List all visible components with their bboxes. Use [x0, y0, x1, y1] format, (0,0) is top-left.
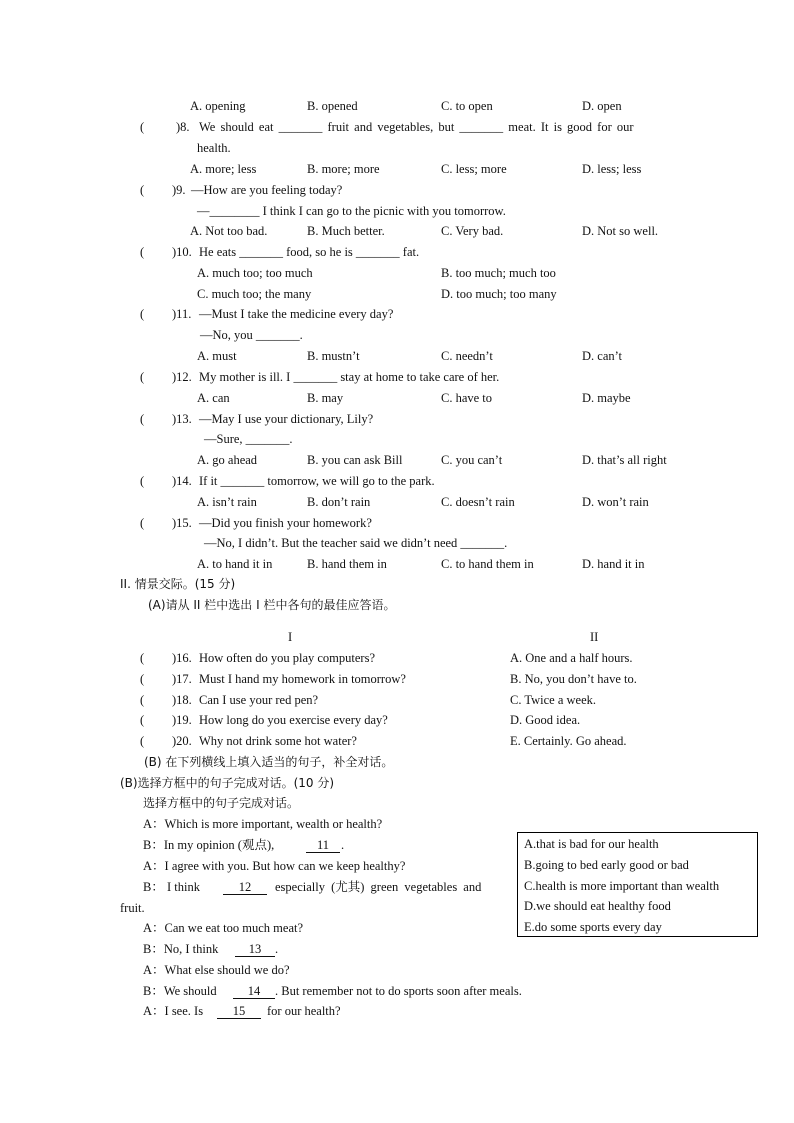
- q13-option-b: B. you can ask Bill: [307, 453, 403, 467]
- q9-option-b: B. Much better.: [307, 224, 385, 238]
- q9-stem-cont: —________ I think I can go to the picnic with you tomorrow.: [197, 204, 506, 218]
- q7-option-c: C. to open: [441, 99, 493, 113]
- dialog-line-5: A：Can we eat too much meat?: [143, 921, 304, 935]
- q11-option-c: C. needn’t: [441, 349, 493, 363]
- q14-answer-paren: (: [140, 474, 145, 488]
- q18-answer-paren: (: [140, 693, 145, 707]
- q14-option-a: A. isn’t rain: [197, 495, 257, 509]
- dialog-line-2-start: B：In my opinion (观点),: [143, 838, 275, 852]
- dialog-line-6-end: .: [275, 942, 279, 956]
- q11-stem-cont: —No, you _______.: [200, 328, 303, 342]
- dialog-line-2-end: .: [341, 838, 345, 852]
- blank-15[interactable]: 15: [217, 1004, 261, 1019]
- q11-number: )11.: [172, 307, 192, 321]
- q7-option-d: D. open: [582, 99, 622, 113]
- q16-answer-paren: (: [140, 651, 145, 665]
- q9-number: )9.: [172, 183, 186, 197]
- q17-number: )17.: [172, 672, 192, 686]
- q13-option-a: A. go ahead: [197, 453, 258, 467]
- q20-answer-paren: (: [140, 734, 145, 748]
- section-2-title: II. 情景交际。(15 分): [120, 577, 236, 591]
- section-2-part-a-instruction: (A)请从 II 栏中选出 I 栏中各句的最佳应答语。: [148, 598, 396, 612]
- q15-option-c: C. to hand them in: [441, 557, 534, 571]
- q8-stem: We should eat _______ fruit and vegetables, but _______ meat. It is good for our: [199, 120, 634, 134]
- q13-stem: —May I use your dictionary, Lily?: [199, 412, 374, 426]
- q10-answer-paren: (: [140, 245, 145, 259]
- q11-answer-paren: (: [140, 307, 145, 321]
- q9-option-c: C. Very bad.: [441, 224, 504, 238]
- q17-stem: Must I hand my homework in tomorrow?: [199, 672, 406, 686]
- q12-answer-paren: (: [140, 370, 145, 384]
- answer-b: B. No, you don’t have to.: [510, 672, 637, 686]
- part-b-note: (B) 在下列横线上填入适当的句子，补全对话。: [144, 755, 394, 769]
- q18-number: )18.: [172, 693, 192, 707]
- q12-option-b: B. may: [307, 391, 344, 405]
- q8-option-d: D. less; less: [582, 162, 642, 176]
- q18-stem: Can I use your red pen?: [199, 693, 319, 707]
- q8-option-a: A. more; less: [190, 162, 257, 176]
- q14-option-c: C. doesn’t rain: [441, 495, 515, 509]
- q11-stem: —Must I take the medicine every day?: [199, 307, 394, 321]
- answer-e: E. Certainly. Go ahead.: [510, 734, 627, 748]
- dialog-line-6-start: B：No, I think: [143, 942, 219, 956]
- q8-option-c: C. less; more: [441, 162, 507, 176]
- q13-option-c: C. you can’t: [441, 453, 503, 467]
- answer-a: A. One and a half hours.: [510, 651, 633, 665]
- box-option-a: A.that is bad for our health: [524, 837, 659, 851]
- q8-option-b: B. more; more: [307, 162, 380, 176]
- dialog-line-9-end: for our health?: [267, 1004, 341, 1018]
- q12-option-c: C. have to: [441, 391, 493, 405]
- q15-number: )15.: [172, 516, 192, 530]
- answer-d: D. Good idea.: [510, 713, 581, 727]
- blank-13[interactable]: 13: [235, 942, 275, 957]
- dialog-line-9-start: A：I see. Is: [143, 1004, 204, 1018]
- q17-answer-paren: (: [140, 672, 145, 686]
- q9-option-d: D. Not so well.: [582, 224, 659, 238]
- q12-stem: My mother is ill. I _______ stay at home to take care of her.: [199, 370, 500, 384]
- q14-number: )14.: [172, 474, 192, 488]
- column-1-heading: I: [288, 630, 293, 644]
- q13-number: )13.: [172, 412, 192, 426]
- box-option-e: E.do some sports every day: [524, 920, 662, 934]
- q11-option-b: B. mustn’t: [307, 349, 360, 363]
- q11-option-d: D. can’t: [582, 349, 623, 363]
- q19-answer-paren: (: [140, 713, 145, 727]
- dialog-line-4-cont: fruit.: [120, 901, 145, 915]
- q13-answer-paren: (: [140, 412, 145, 426]
- q15-stem-cont: —No, I didn’t. But the teacher said we didn’t need _______.: [204, 536, 508, 550]
- part-b-title: (B)选择方框中的句子完成对话。(10 分): [120, 776, 335, 790]
- q8-answer-paren: (: [140, 120, 145, 134]
- q14-option-b: B. don’t rain: [307, 495, 371, 509]
- box-option-d: D.we should eat healthy food: [524, 899, 671, 913]
- q16-stem: How often do you play computers?: [199, 651, 376, 665]
- q14-option-d: D. won’t rain: [582, 495, 649, 509]
- dialog-line-8-end: . But remember not to do sports soon after meals.: [275, 984, 522, 998]
- dialog-line-7: A：What else should we do?: [143, 963, 290, 977]
- q15-option-b: B. hand them in: [307, 557, 387, 571]
- q9-option-a: A. Not too bad.: [190, 224, 268, 238]
- q13-option-d: D. that’s all right: [582, 453, 667, 467]
- q8-number: )8.: [176, 120, 190, 134]
- q10-stem: He eats _______ food, so he is _______ fat.: [199, 245, 420, 259]
- q12-option-d: D. maybe: [582, 391, 631, 405]
- q12-number: )12.: [172, 370, 192, 384]
- blank-11[interactable]: 11: [306, 838, 340, 853]
- blank-14[interactable]: 14: [233, 984, 275, 999]
- dialog-line-8-start: B：We should: [143, 984, 217, 998]
- q9-answer-paren: (: [140, 183, 145, 197]
- q10-option-d: D. too much; too many: [441, 287, 557, 301]
- q13-stem-cont: —Sure, _______.: [204, 432, 293, 446]
- q12-option-a: A. can: [197, 391, 230, 405]
- q15-answer-paren: (: [140, 516, 145, 530]
- q19-stem: How long do you exercise every day?: [199, 713, 388, 727]
- q7-option-a: A. opening: [190, 99, 246, 113]
- blank-12[interactable]: 12: [223, 880, 267, 895]
- q8-stem-cont: health.: [197, 141, 231, 155]
- q15-option-d: D. hand it in: [582, 557, 645, 571]
- answer-c: C. Twice a week.: [510, 693, 597, 707]
- column-2-heading: II: [590, 630, 599, 644]
- q7-option-b: B. opened: [307, 99, 358, 113]
- box-option-c: C.health is more important than wealth: [524, 879, 720, 893]
- dialog-line-4-end: especially (尤其) green vegetables and: [275, 880, 482, 894]
- q15-stem: —Did you finish your homework?: [199, 516, 372, 530]
- dialog-line-4-start: B： I think: [143, 880, 200, 894]
- sentence-options-box: [517, 832, 758, 937]
- q9-stem: —How are you feeling today?: [191, 183, 343, 197]
- q16-number: )16.: [172, 651, 192, 665]
- q10-option-c: C. much too; the many: [197, 287, 312, 301]
- q14-stem: If it _______ tomorrow, we will go to the park.: [199, 474, 435, 488]
- box-option-b: B.going to bed early good or bad: [524, 858, 689, 872]
- q20-number: )20.: [172, 734, 192, 748]
- q10-number: )10.: [172, 245, 192, 259]
- q19-number: )19.: [172, 713, 192, 727]
- q11-option-a: A. must: [197, 349, 237, 363]
- part-b-subtitle: 选择方框中的句子完成对话。: [143, 796, 300, 810]
- q10-option-a: A. much too; too much: [197, 266, 313, 280]
- q20-stem: Why not drink some hot water?: [199, 734, 357, 748]
- dialog-line-3: A：I agree with you. But how can we keep healthy?: [143, 859, 406, 873]
- dialog-line-1: A：Which is more important, wealth or health?: [143, 817, 383, 831]
- q15-option-a: A. to hand it in: [197, 557, 273, 571]
- q10-option-b: B. too much; much too: [441, 266, 556, 280]
